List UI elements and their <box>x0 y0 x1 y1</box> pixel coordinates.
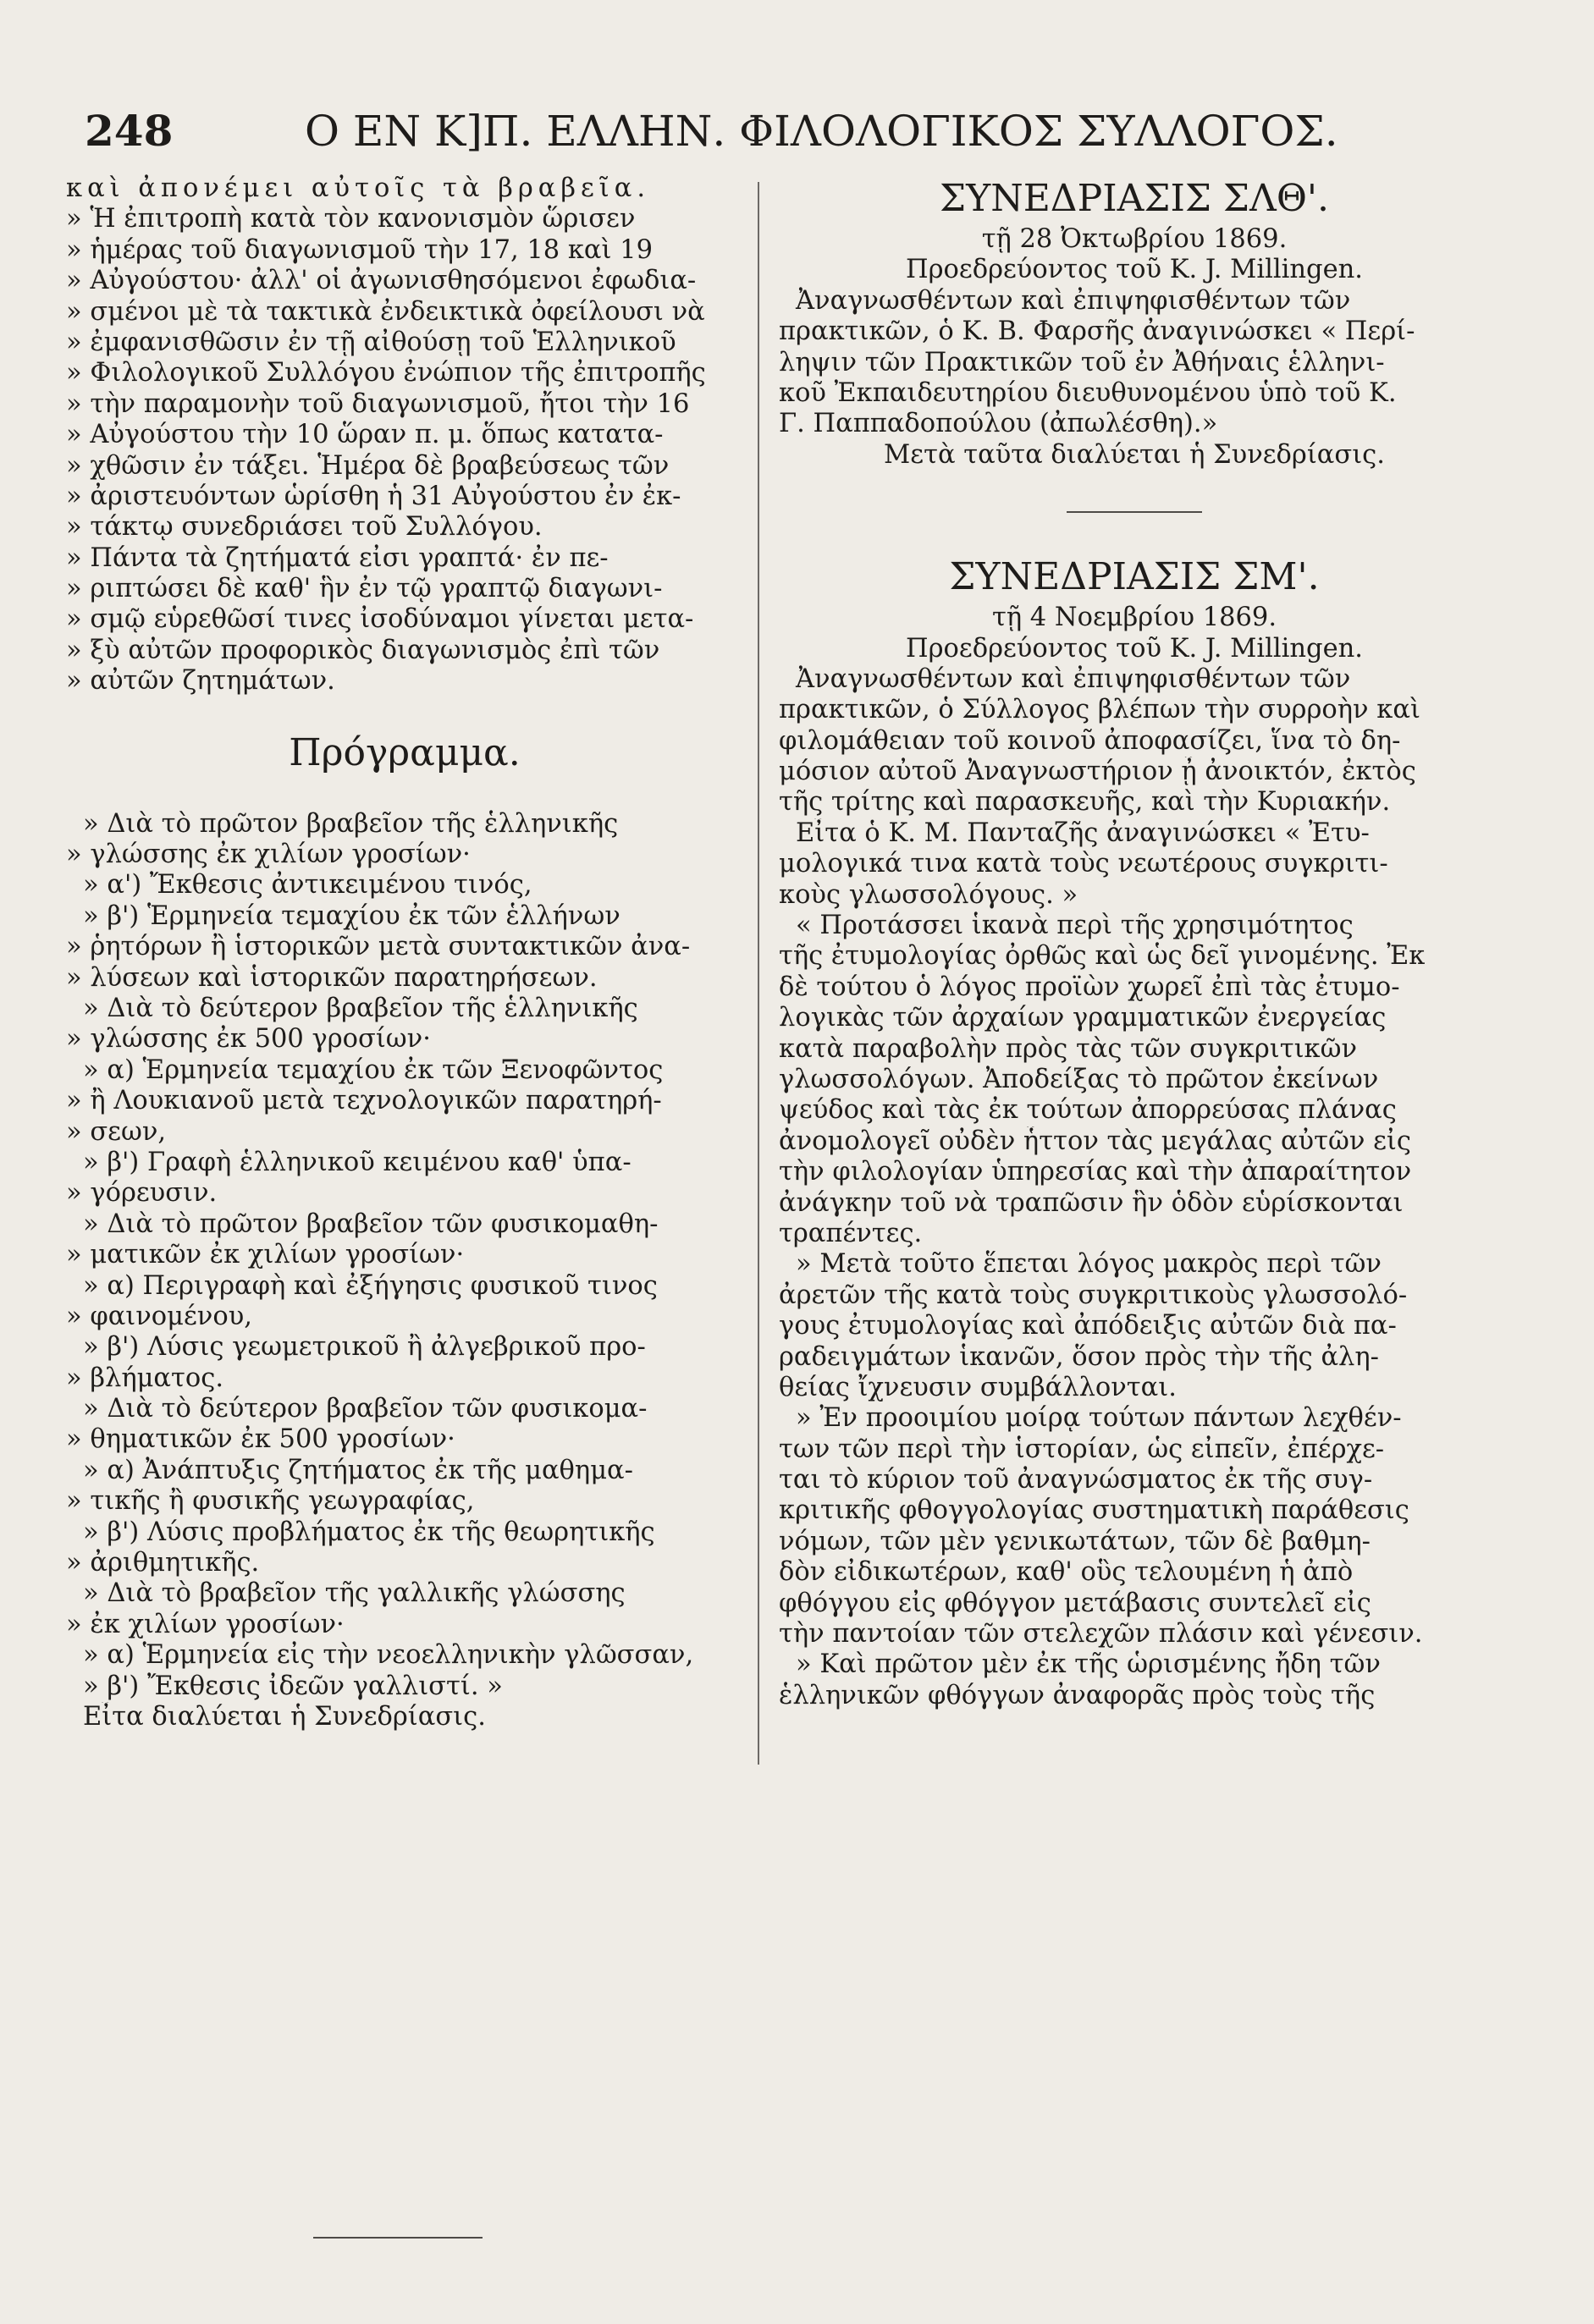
text-line: » ματικῶν ἐκ χιλίων γροσίων· <box>66 1240 465 1270</box>
text-line: » β') Ἔκθεσις ἰδεῶν γαλλιστί. » <box>83 1671 503 1701</box>
text-line: » τάκτῳ συνεδριάσει τοῦ Συλλόγου. <box>66 512 543 542</box>
text-line: πρακτικῶν, ὁ Σύλλογος βλέπων τὴν συρροὴν καὶ <box>779 695 1420 725</box>
text-line: λογικὰς τῶν ἀρχαίων γραμματικῶν ἐνεργείας <box>779 1003 1387 1033</box>
text-line: τῆς τρίτης καὶ παρασκευῆς, καὶ τὴν Κυριακήν. <box>779 787 1391 818</box>
text-line: » α') Ἔκθεσις ἀντικειμένου τινός, <box>83 870 532 900</box>
text-line: ται τὸ κύριον τοῦ ἀναγνώσματος ἐκ τῆς συγ- <box>779 1465 1373 1495</box>
text-line: » Διὰ τὸ βραβεῖον τῆς γαλλικῆς γλώσσης <box>83 1578 626 1609</box>
text-line: ραδειγμάτων ἱκανῶν, ὅσον πρὸς τὴν τῆς ἀλη- <box>779 1341 1379 1372</box>
text-line: φθόγγου εἰς φθόγγον μετάβασις συντελεῖ εἰς <box>779 1588 1371 1618</box>
spacer <box>66 779 743 809</box>
text-line: Μετὰ ταῦτα διαλύεται ἡ Συνεδρίασις. <box>884 439 1385 470</box>
text-line: νόμων, τῶν μὲν γενικωτάτων, τῶν δὲ βαθμη- <box>779 1526 1371 1556</box>
text-line: » τικῆς ἢ φυσικῆς γεωγραφίας, <box>66 1486 475 1517</box>
text-line: Ἀναγνωσθέντων καὶ ἐπιψηφισθέντων τῶν <box>796 664 1351 694</box>
text-line: » γλώσσης ἐκ χιλίων γροσίων· <box>66 840 471 870</box>
text-line: » αὐτῶν ζητημάτων. <box>66 666 335 697</box>
text-line: » σεων, <box>66 1116 167 1147</box>
text-line: » Ἡ ἐπιτροπὴ κατὰ τὸν κανονισμὸν ὥρισεν <box>66 204 636 234</box>
text-line: Γ. Παππαδοπούλου (ἀπωλέσθη).» <box>779 409 1218 439</box>
text-line: ἀρετῶν τῆς κατὰ τοὺς συγκριτικοὺς γλωσσολό- <box>779 1280 1408 1310</box>
text-line: » θηματικῶν ἐκ 500 γροσίων· <box>66 1424 455 1455</box>
text-line: » Πάντα τὰ ζητήματά εἰσι γραπτά· ἐν πε- <box>66 542 609 573</box>
text-line: » γλώσσης ἐκ 500 γροσίων· <box>66 1024 431 1055</box>
text-line: » α) Ἑρμηνεία εἰς τὴν νεοελληνικὴν γλῶσσαν, <box>83 1640 694 1671</box>
text-line: » Μετὰ τοῦτο ἕπεται λόγος μακρὸς περὶ τῶν <box>796 1249 1382 1280</box>
session-title: ΣΥΝΕΔΡΙΑΣΙΣ ΣΛΘ'. <box>940 177 1329 220</box>
text-line: τραπέντες. <box>779 1218 923 1248</box>
text-line: » ἢ Λουκιανοῦ μετὰ τεχνολογικῶν παρατηρή- <box>66 1086 662 1116</box>
text-line: » φαινομένου, <box>66 1301 252 1331</box>
text-line: κοὺς γλωσσολόγους. » <box>779 879 1078 910</box>
text-line: ψεύδος καὶ τὰς ἐκ τούτων ἀπορρεύσας πλάνας <box>779 1095 1397 1126</box>
text-line: » βλήματος. <box>66 1363 224 1393</box>
column-divider <box>758 182 759 1765</box>
program-heading: Πρόγραμμα. <box>289 730 521 774</box>
text-line: δὲ τούτου ὁ λόγος προϊὼν χωρεῖ ἐπὶ τὰς ἐτυμο- <box>779 972 1400 1002</box>
text-line: » Ἐν προοιμίου μοίρᾳ τούτων πάντων λεχθέν- <box>796 1403 1402 1434</box>
session-presiding: Προεδρεύοντος τοῦ Κ. J. Millingen. <box>906 633 1363 664</box>
text-line: » β') Λύσις γεωμετρικοῦ ἢ ἀλγεβρικοῦ προ- <box>83 1332 646 1363</box>
text-line: » ξὺ αὐτῶν προφορικὸς διαγωνισμὸς ἐπὶ τῶν <box>66 635 660 665</box>
running-title: Ο ΕΝ Κ]Π. ΕΛΛΗΝ. ΦΙΛΟΛΟΓΙΚΟΣ ΣΥΛΛΟΓΟΣ. <box>305 107 1338 156</box>
text-line: » Καὶ πρῶτον μὲν ἐκ τῆς ὡρισμένης ἤδη τῶν <box>796 1649 1381 1680</box>
spacer <box>779 521 1490 552</box>
text-line: » α) Περιγραφὴ καὶ ἐξήγησις φυσικοῦ τινος <box>83 1270 658 1301</box>
text-line: » β') Λύσις προβλήματος ἐκ τῆς θεωρητικῆς <box>83 1517 655 1547</box>
text-line: κριτικῆς φθογγολογίας συστηματικὴ παράθεσις <box>779 1495 1409 1526</box>
text-line: ἀνάγκην τοῦ νὰ τραπῶσιν ἣν ὁδὸν εὑρίσκονται <box>779 1187 1404 1218</box>
text-line: καὶ ἀπονέμει αὐτοῖς τὰ βραβεῖα. <box>66 173 651 203</box>
text-line: θείας ἴχνευσιν συμβάλλονται. <box>779 1372 1177 1402</box>
text-line: » ῥητόρων ἢ ἱστορικῶν μετὰ συντακτικῶν ἀνα- <box>66 932 691 962</box>
left-column <box>66 173 743 1732</box>
text-line: » ἐκ χιλίων γροσίων· <box>66 1609 345 1639</box>
text-line: κοῦ Ἐκπαιδευτηρίου διευθυνομένου ὑπὸ τοῦ Κ. <box>779 377 1397 408</box>
text-line: » Αὐγούστου τὴν 10 ὥραν π. μ. ὅπως κατατα- <box>66 420 664 450</box>
session-title: ΣΥΝΕΔΡΙΑΣΙΣ ΣΜ'. <box>949 555 1320 599</box>
right-column <box>779 173 1490 1711</box>
text-line: φιλομάθειαν τοῦ κοινοῦ ἀποφασίζει, ἵνα τὸ δη- <box>779 725 1401 756</box>
text-line: κατὰ παραβολὴν πρὸς τὰς τῶν συγκριτικῶν <box>779 1033 1358 1064</box>
spacer <box>779 471 1490 501</box>
text-line: » Διὰ τὸ πρῶτον βραβεῖον τῆς ἑλληνικῆς <box>83 808 619 839</box>
text-line: » Διὰ τὸ δεύτερον βραβεῖον τῆς ἑλληνικῆς <box>83 993 638 1023</box>
page-number: 248 <box>85 106 174 156</box>
spacer <box>66 697 743 728</box>
session-date: τῇ 4 Νοεμβρίου 1869. <box>991 603 1277 633</box>
text-line: » Διὰ τὸ δεύτερον βραβεῖον τῶν φυσικομα- <box>83 1394 648 1424</box>
text-line: πρακτικῶν, ὁ Κ. Β. Φαρσῆς ἀναγινώσκει « Περί- <box>779 317 1415 347</box>
text-line: » β') Ἑρμηνεία τεμαχίου ἐκ τῶν ἑλλήνων <box>83 900 621 931</box>
text-line: τὴν παντοίαν τῶν στελεχῶν πλάσιν καὶ γένεσιν. <box>779 1619 1423 1649</box>
text-line: Ἀναγνωσθέντων καὶ ἐπιψηφισθέντων τῶν <box>796 285 1351 316</box>
text-line: δὸν εἰδικωτέρων, καθ' οὓς τελουμένη ἡ ἀπὸ <box>779 1557 1354 1588</box>
text-line: » ριπτώσει δὲ καθ' ἣν ἐν τῷ γραπτῷ διαγωνι- <box>66 574 663 604</box>
text-line: τὴν φιλολογίαν ὑπηρεσίας καὶ τὴν ἀπαραίτητον <box>779 1157 1412 1187</box>
session-presiding: Προεδρεύοντος τοῦ Κ. J. Millingen. <box>906 255 1363 285</box>
text-line: ληψιν τῶν Πρακτικῶν τοῦ ἐν Ἀθήναις ἑλληνι- <box>779 347 1385 377</box>
text-line: » χθῶσιν ἐν τάξει. Ἡμέρα δὲ βραβεύσεως τῶν <box>66 450 670 481</box>
text-line: » σμένοι μὲ τὰ τακτικὰ ἐνδεικτικὰ ὀφείλουσι νὰ <box>66 296 705 327</box>
text-line: » ἐμφανισθῶσιν ἐν τῇ αἰθούσῃ τοῦ Ἑλληνικοῦ <box>66 327 676 357</box>
text-line: » α) Ἀνάπτυξις ζητήματος ἐκ τῆς μαθημα- <box>83 1455 633 1485</box>
text-line: τῆς ἐτυμολογίας ὀρθῶς καὶ ὡς δεῖ γινομένης. Ἐκ <box>779 941 1426 972</box>
text-line: Εἶτα ὁ Κ. Μ. Πανταζῆς ἀναγινώσκει « Ἐτυ- <box>796 818 1370 848</box>
text-line: » σμῷ εὑρεθῶσί τινες ἰσοδύναμοι γίνεται μετα- <box>66 604 694 635</box>
text-line: » Φιλολογικοῦ Συλλόγου ἐνώπιον τῆς ἐπιτροπῆς <box>66 358 706 388</box>
text-line: » γόρευσιν. <box>66 1178 218 1209</box>
text-line: » ἀριθμητικῆς. <box>66 1548 260 1578</box>
text-line: » Διὰ τὸ πρῶτον βραβεῖον τῶν φυσικομαθη- <box>83 1209 659 1239</box>
session-date: τῇ 28 Ὀκτωβρίου 1869. <box>981 224 1288 254</box>
text-line: γλωσσολόγων. Ἀποδείξας τὸ πρῶτον ἐκείνων <box>779 1064 1379 1094</box>
text-line: γους ἐτυμολογίας καὶ ἀπόδειξις αὐτῶν διὰ πα- <box>779 1311 1397 1341</box>
text-line: » ἀριστευόντων ὡρίσθη ἡ 31 Αὐγούστου ἐν ἐκ- <box>66 481 681 511</box>
page-header <box>85 102 1338 161</box>
text-line: μόσιον αὐτοῦ Ἀναγνωστήριον ᾖ ἀνοικτόν, ἐκτὸς <box>779 757 1416 787</box>
text-line: » α) Ἑρμηνεία τεμαχίου ἐκ τῶν Ξενοφῶντος <box>83 1055 664 1085</box>
section-separator <box>779 501 1490 521</box>
text-line: » ἡμέρας τοῦ διαγωνισμοῦ τὴν 17, 18 καὶ 19 <box>66 234 653 265</box>
text-line: των τῶν περὶ τὴν ἱστορίαν, ὡς εἰπεῖν, ἐπέρχε- <box>779 1434 1385 1464</box>
text-line: ἑλληνικῶν φθόγγων ἀναφορᾶς πρὸς τοὺς τῆς <box>779 1680 1376 1710</box>
text-line: » Αὐγούστου· ἀλλ' οἱ ἀγωνισθησόμενοι ἐφωδια- <box>66 266 697 296</box>
text-line: » β') Γραφὴ ἑλληνικοῦ κειμένου καθ' ὑπα- <box>83 1147 632 1177</box>
text-line: » τὴν παραμονὴν τοῦ διαγωνισμοῦ, ἤτοι τὴν 16 <box>66 388 690 419</box>
footer-rule <box>313 2237 483 2239</box>
text-line: μολογικά τινα κατὰ τοὺς νεωτέρους συγκριτι- <box>779 849 1388 879</box>
text-line: « Προτάσσει ἱκανὰ περὶ τῆς χρησιμότητος <box>796 911 1354 941</box>
text-line: ἀνομολογεῖ οὐδὲν ἧττον τὰς μεγάλας αὐτῶν εἰς <box>779 1126 1411 1156</box>
text-line: » λύσεων καὶ ἱστορικῶν παρατηρήσεων. <box>66 962 598 993</box>
text-line: Εἶτα διαλύεται ἡ Συνεδρίασις. <box>83 1701 486 1732</box>
